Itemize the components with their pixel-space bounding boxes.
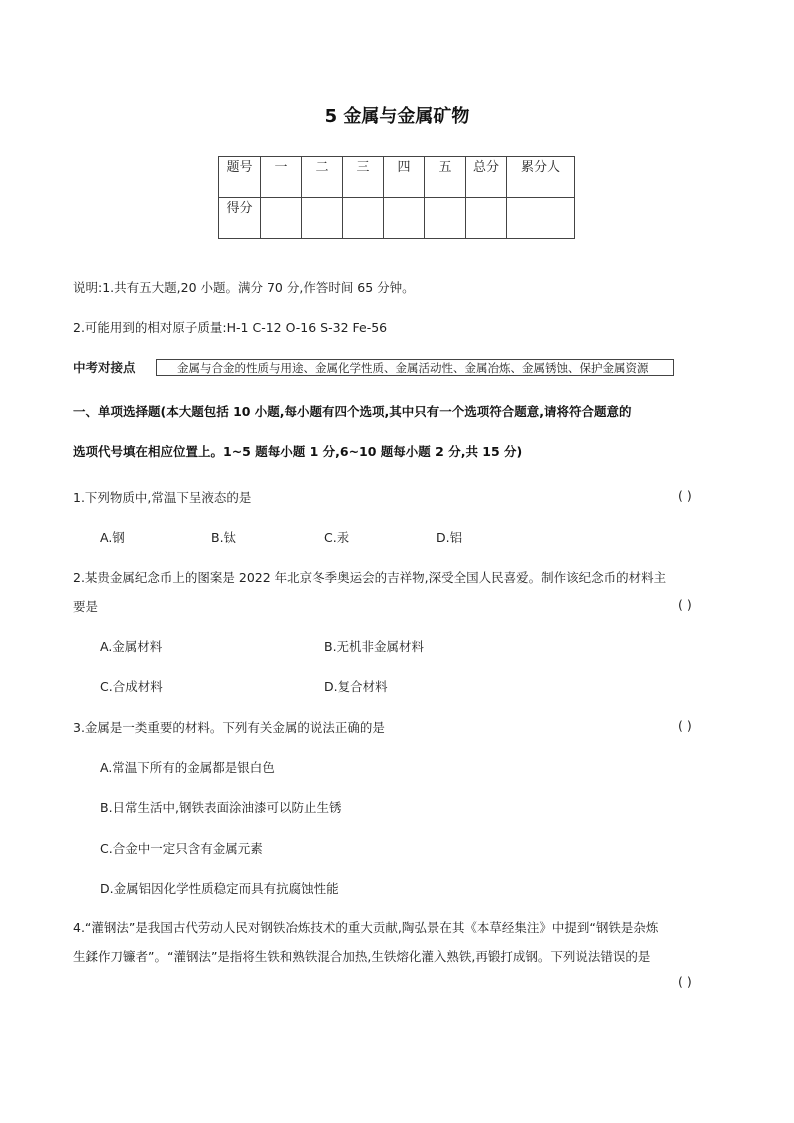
question-3-stem: 3.金属是一类重要的材料。下列有关金属的说法正确的是 <box>73 720 385 735</box>
score-input-cell[interactable] <box>343 198 384 239</box>
answer-blank-q1[interactable]: ( ) <box>678 488 692 503</box>
q3-option-b: B.日常生活中,钢铁表面涂油漆可以防止生锈 <box>100 800 342 815</box>
question-1-stem: 1.下列物质中,常温下呈液态的是 <box>73 490 252 505</box>
score-input-cell[interactable] <box>425 198 466 239</box>
instructions-line-2: 2.可能用到的相对原子质量:H-1 C-12 O-16 S-32 Fe-56 <box>73 320 388 335</box>
score-header-cell: 总分 <box>466 157 507 198</box>
q3-option-c: C.合金中一定只含有金属元素 <box>100 841 263 856</box>
score-input-cell[interactable] <box>507 198 575 239</box>
q2-option-a: A.金属材料 <box>100 639 163 654</box>
score-header-cell: 三 <box>343 157 384 198</box>
page-title: 5 金属与金属矿物 <box>324 106 470 127</box>
q1-option-a: A.钢 <box>100 530 125 545</box>
score-table-header-row <box>219 157 575 198</box>
q1-option-d: D.铝 <box>436 530 463 545</box>
score-header-cell: 题号 <box>219 157 261 198</box>
score-input-cell[interactable] <box>384 198 425 239</box>
score-table <box>218 156 575 239</box>
answer-blank-q4[interactable]: ( ) <box>678 974 692 989</box>
q1-option-c: C.汞 <box>324 530 350 545</box>
exam-link-box: 金属与合金的性质与用途、金属化学性质、金属活动性、金属冶炼、金属锈蚀、保护金属资源 <box>156 359 674 376</box>
score-header-cell: 累分人 <box>507 157 575 198</box>
score-input-cell[interactable] <box>261 198 302 239</box>
q3-option-a: A.常温下所有的金属都是银白色 <box>100 760 275 775</box>
answer-blank-q3[interactable]: ( ) <box>678 718 692 733</box>
q2-option-c: C.合成材料 <box>100 679 163 694</box>
score-header-cell: 二 <box>302 157 343 198</box>
exam-link-label: 中考对接点 <box>73 360 136 375</box>
section-1-heading-line-2: 选项代号填在相应位置上。1~5 题每小题 1 分,6~10 题每小题 2 分,共 15 分) <box>73 444 523 459</box>
section-1-heading-line-1: 一、单项选择题(本大题包括 10 小题,每小题有四个选项,其中只有一个选项符合题意,请将符合题意的 <box>73 404 632 419</box>
score-header-cell: 四 <box>384 157 425 198</box>
q3-option-d: D.金属铝因化学性质稳定而具有抗腐蚀性能 <box>100 881 339 896</box>
question-2-stem-line-1: 2.某贵金属纪念币上的图案是 2022 年北京冬季奥运会的吉祥物,深受全国人民喜爱。制作该纪念币的材料主 <box>73 570 667 585</box>
question-4-stem-line-1: 4.“灌钢法”是我国古代劳动人民对钢铁冶炼技术的重大贡献,陶弘景在其《本草经集注》中提到“钢铁是杂炼 <box>73 920 659 935</box>
score-row-label: 得分 <box>219 198 261 239</box>
score-table-score-row <box>219 198 575 239</box>
score-header-cell: 一 <box>261 157 302 198</box>
question-2-stem-line-2: 要是 <box>73 599 99 614</box>
q2-option-d: D.复合材料 <box>324 679 388 694</box>
answer-blank-q2[interactable]: ( ) <box>678 597 692 612</box>
score-header-cell: 五 <box>425 157 466 198</box>
score-input-cell[interactable] <box>302 198 343 239</box>
score-input-cell[interactable] <box>466 198 507 239</box>
q2-option-b: B.无机非金属材料 <box>324 639 425 654</box>
q1-option-b: B.钛 <box>211 530 237 545</box>
instructions-line-1: 说明:1.共有五大题,20 小题。满分 70 分,作答时间 65 分钟。 <box>73 280 415 295</box>
question-4-stem-line-2: 生鍒作刀镰者”。“灌钢法”是指将生铁和熟铁混合加热,生铁熔化灌入熟铁,再锻打成钢。下列说法错误的是 <box>73 949 651 964</box>
